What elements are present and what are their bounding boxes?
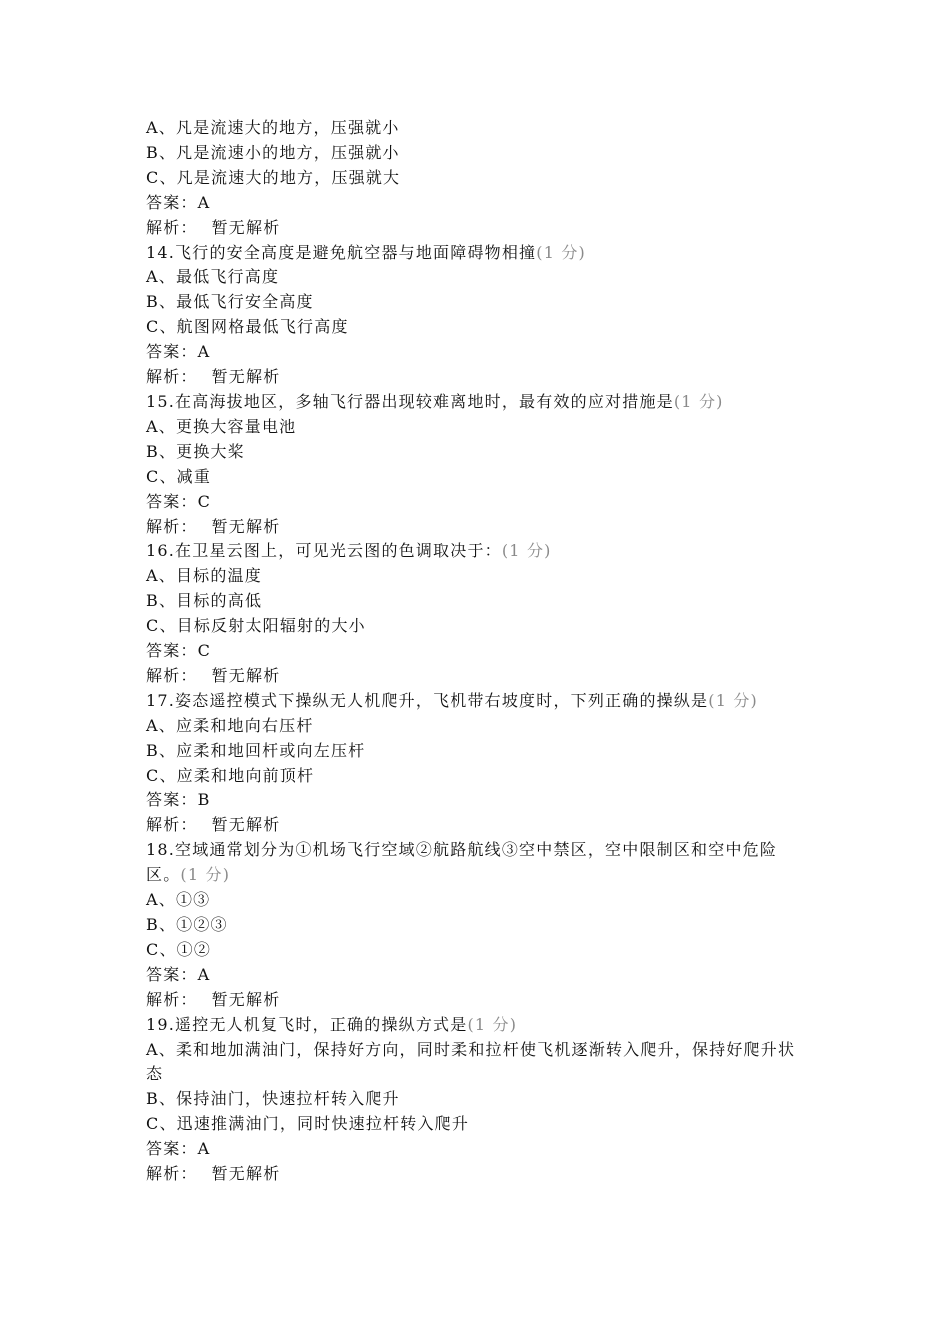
answer-value: A xyxy=(197,342,211,362)
question-number: 15. xyxy=(146,391,176,411)
option-a: A、凡是流速大的地方，压强就小 xyxy=(146,118,400,137)
question-score: (1 分) xyxy=(708,690,759,710)
question-stem xyxy=(146,838,811,888)
answer-label: 答案： xyxy=(146,641,198,661)
analysis-label: 解析： xyxy=(146,665,198,685)
option-a: A、①③ xyxy=(146,890,211,910)
option-b: B、凡是流速小的地方，压强就小 xyxy=(146,142,400,162)
analysis-line xyxy=(146,988,811,1013)
answer-label: 答案： xyxy=(146,1139,198,1159)
option-b: B、更换大桨 xyxy=(146,441,245,461)
question-score: (1 分) xyxy=(501,541,552,561)
option-a: A、更换大容量电池 xyxy=(146,416,297,436)
answer-value: C xyxy=(197,491,212,511)
analysis-line xyxy=(146,515,811,540)
question-block-15 xyxy=(146,390,811,539)
analysis-line xyxy=(146,1162,811,1187)
analysis-value: 暂无解析 xyxy=(211,989,281,1009)
answer-label: 答案： xyxy=(146,192,198,212)
question-number: 19. xyxy=(146,1014,176,1034)
question-stem xyxy=(146,1013,811,1038)
analysis-value: 暂无解析 xyxy=(211,1164,281,1184)
answer-value: B xyxy=(197,790,211,810)
answer-value: C xyxy=(197,641,212,661)
answer-value: A xyxy=(197,192,211,212)
answer-label: 答案： xyxy=(146,491,198,511)
analysis-value: 暂无解析 xyxy=(211,367,281,387)
answer-value: A xyxy=(197,964,211,984)
analysis-label: 解析： xyxy=(146,367,198,387)
question-number: 18. xyxy=(146,840,176,860)
question-score: (1 分) xyxy=(467,1014,518,1034)
option-c: C、①② xyxy=(146,939,212,959)
option-c: C、航图网格最低飞行高度 xyxy=(146,317,349,337)
option-c: C、目标反射太阳辐射的大小 xyxy=(146,616,366,636)
analysis-label: 解析： xyxy=(146,217,198,237)
question-block-19 xyxy=(146,1013,811,1187)
analysis-line xyxy=(146,365,811,390)
analysis-line xyxy=(146,664,811,689)
question-text: 在卫星云图上，可见光云图的色调取决于： xyxy=(175,541,502,561)
option-c: C、减重 xyxy=(146,466,212,486)
answer-label: 答案： xyxy=(146,790,198,810)
option-a: A、最低飞行高度 xyxy=(146,267,280,287)
option-b: B、最低飞行安全高度 xyxy=(146,292,314,312)
analysis-label: 解析： xyxy=(146,1164,198,1184)
option-b: B、①②③ xyxy=(146,915,228,934)
question-block-16 xyxy=(146,539,811,688)
analysis-value: 暂无解析 xyxy=(211,217,281,237)
answer-line xyxy=(146,340,811,365)
question-text: 遥控无人机复飞时，正确的操纵方式是 xyxy=(175,1014,468,1034)
question-number: 17. xyxy=(146,690,176,710)
question-stem xyxy=(146,539,811,564)
question-score: (1 分) xyxy=(536,242,587,262)
analysis-label: 解析： xyxy=(146,989,198,1009)
analysis-line xyxy=(146,216,811,241)
option-b: B、保持油门，快速拉杆转入爬升 xyxy=(146,1089,400,1109)
option-a: A、应柔和地向右压杆 xyxy=(146,715,314,735)
question-number: 16. xyxy=(146,541,176,561)
question-block-13-continued xyxy=(146,116,811,241)
answer-line xyxy=(146,191,811,216)
question-number: 14. xyxy=(146,242,176,262)
answer-label: 答案： xyxy=(146,964,198,984)
question-text: 姿态遥控模式下操纵无人机爬升，飞机带右坡度时，下列正确的操纵是 xyxy=(175,690,709,710)
option-a: A、目标的温度 xyxy=(146,566,262,586)
question-score: (1 分) xyxy=(180,865,231,885)
question-stem xyxy=(146,689,811,714)
question-block-14 xyxy=(146,241,811,390)
question-text: 飞行的安全高度是避免航空器与地面障碍物相撞 xyxy=(175,242,537,262)
answer-line xyxy=(146,1137,811,1162)
question-block-17 xyxy=(146,689,811,838)
exam-page xyxy=(146,116,811,1187)
option-a: A、柔和地加满油门，保持好方向，同时柔和拉杆使飞机逐渐转入爬升，保持好爬升状态 xyxy=(146,1039,796,1084)
question-score: (1 分) xyxy=(673,391,724,411)
option-c: C、迅速推满油门，同时快速拉杆转入爬升 xyxy=(146,1114,470,1134)
analysis-value: 暂无解析 xyxy=(211,815,281,835)
option-c: C、应柔和地向前顶杆 xyxy=(146,765,315,785)
analysis-label: 解析： xyxy=(146,815,198,835)
option-b: B、应柔和地回杆或向左压杆 xyxy=(146,740,366,760)
analysis-value: 暂无解析 xyxy=(211,516,281,536)
answer-line xyxy=(146,490,811,515)
question-stem xyxy=(146,241,811,266)
question-stem xyxy=(146,390,811,415)
analysis-value: 暂无解析 xyxy=(211,665,281,685)
answer-line xyxy=(146,788,811,813)
answer-value: A xyxy=(197,1139,211,1159)
answer-line xyxy=(146,639,811,664)
answer-line xyxy=(146,963,811,988)
option-b: B、目标的高低 xyxy=(146,591,263,611)
analysis-line xyxy=(146,813,811,838)
question-text: 空域通常划分为①机场飞行空域②航路航线③空中禁区，空中限制区和空中危险区。 xyxy=(146,840,778,885)
question-block-18 xyxy=(146,838,811,1012)
option-c: C、凡是流速大的地方，压强就大 xyxy=(146,167,401,187)
question-text: 在高海拔地区，多轴飞行器出现较难离地时，最有效的应对措施是 xyxy=(175,391,674,411)
answer-label: 答案： xyxy=(146,342,198,362)
analysis-label: 解析： xyxy=(146,516,198,536)
